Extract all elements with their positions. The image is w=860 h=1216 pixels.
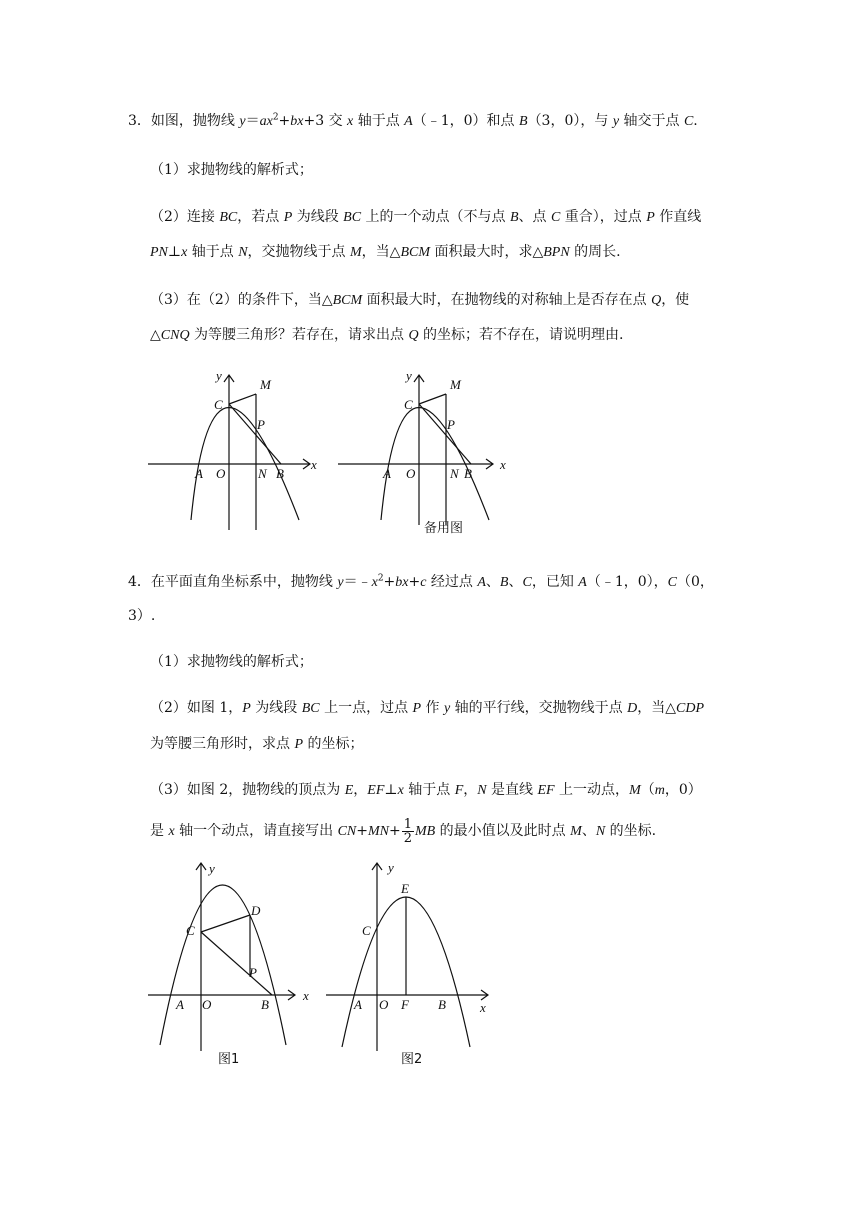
text-fragment: 轴一个动点，请直接写出: [174, 823, 338, 839]
text-fragment: B: [509, 210, 519, 225]
text-fragment: B: [499, 575, 509, 590]
text-fragment: A: [477, 575, 486, 590]
text-fragment: +: [389, 823, 401, 839]
fig-label-P: P: [447, 417, 455, 432]
q4-figure-1: [140, 855, 330, 1075]
text-fragment: 的坐标；: [303, 736, 364, 752]
text-fragment: 2: [377, 573, 384, 584]
text-fragment: 的最小值以及此时点: [435, 823, 571, 839]
text-fragment: BPN: [543, 245, 570, 260]
fig-label-y: y: [216, 368, 222, 383]
text-fragment: ，0）: [664, 782, 702, 798]
text-fragment: 经过点: [426, 574, 478, 590]
text-fragment: 轴于点: [187, 244, 239, 260]
text-fragment: 作: [421, 700, 444, 716]
text-fragment: C: [683, 114, 694, 129]
text-fragment: ，已知: [531, 574, 579, 590]
text-fragment: 重合），过点: [560, 209, 647, 225]
fig-label-C: C: [362, 923, 371, 938]
text-fragment: ＝: [245, 113, 260, 129]
text-fragment: 上一动点，: [554, 782, 630, 798]
text-fragment: （﹣1，0），: [586, 574, 668, 590]
fig-label-A: A: [195, 466, 203, 481]
figure-caption-2: 图2: [401, 1052, 423, 1067]
text-fragment: x: [397, 783, 404, 798]
text-fragment: CN: [337, 824, 357, 839]
fig-label-B: B: [276, 466, 284, 481]
text-fragment: （3）在（2）的条件下，当△: [150, 292, 333, 308]
text-fragment: M: [629, 783, 641, 798]
text-fragment: +: [383, 574, 396, 590]
text-fragment: 为线段: [292, 209, 344, 225]
figure-caption-backup: 备用图: [424, 521, 464, 536]
fig-label-y: y: [209, 861, 215, 876]
text-fragment: F: [454, 783, 464, 798]
fig-label-B: B: [438, 997, 446, 1012]
text-fragment: bx: [395, 575, 409, 590]
text-fragment: MB: [415, 824, 436, 839]
text-fragment: 轴的平行线，交抛物线于点: [450, 700, 628, 716]
text-fragment: c: [420, 575, 427, 590]
fig-label-B: B: [261, 997, 269, 1012]
text-fragment: ，: [353, 782, 368, 798]
text-fragment: BCM: [332, 293, 363, 308]
text-fragment: MN: [368, 824, 389, 839]
text-fragment: BCM: [400, 245, 430, 260]
text-fragment: x: [181, 245, 188, 260]
text-fragment: EF: [537, 783, 555, 798]
text-fragment: y: [444, 701, 451, 716]
text-fragment: 面积最大时，求△: [430, 244, 544, 260]
text-fragment: 2: [272, 112, 279, 123]
text-fragment: +: [408, 574, 421, 590]
fig-label-N: N: [450, 466, 459, 481]
text-fragment: 轴于点: [403, 782, 455, 798]
text-fragment: N: [595, 824, 606, 839]
text-fragment: （0，: [677, 574, 714, 590]
text-fragment: ⊥: [167, 244, 182, 260]
q4-part1: （1）求抛物线的解析式；: [150, 654, 313, 670]
text-fragment: 是直线: [486, 782, 538, 798]
q3-part1: （1）求抛物线的解析式；: [150, 162, 313, 178]
fig-label-A: A: [176, 997, 184, 1012]
fig-label-x: x: [303, 988, 309, 1003]
figure-caption-1: 图1: [218, 1052, 240, 1067]
q3-part3-line1: [150, 290, 689, 311]
text-fragment: x: [347, 114, 354, 129]
text-fragment: ax: [259, 114, 273, 129]
text-fragment: y: [612, 114, 620, 129]
q3-part2-line2: [150, 242, 621, 263]
text-fragment: P: [242, 701, 251, 716]
text-fragment: C: [550, 210, 561, 225]
text-fragment: Q: [408, 328, 419, 343]
text-fragment: CDP: [676, 701, 705, 716]
text-fragment: B: [519, 114, 528, 129]
text-fragment: 上的一个动点（不与点: [361, 209, 510, 225]
text-fragment: P: [412, 701, 422, 716]
fig-label-P: P: [249, 965, 257, 980]
fig-label-C: C: [186, 923, 195, 938]
text-fragment: ⊥: [384, 782, 398, 798]
text-fragment: BC: [343, 210, 362, 225]
text-fragment: bx: [290, 114, 304, 129]
text-fragment: BC: [219, 210, 238, 225]
text-fragment: ，: [463, 782, 478, 798]
text-fragment: 为等腰三角形时，求点: [150, 736, 295, 752]
text-fragment: ，使: [661, 292, 690, 308]
text-fragment: C: [522, 575, 532, 590]
text-fragment: （3，0），与: [527, 113, 613, 129]
text-fragment: ，若点: [237, 209, 284, 225]
text-fragment: （: [640, 782, 655, 798]
q4-part3-line1: [150, 780, 702, 801]
fig-label-O: O: [202, 997, 212, 1012]
q3-part2-line1: [150, 207, 701, 228]
text-fragment: ＝﹣: [343, 574, 372, 590]
text-fragment: 上一点，过点: [319, 700, 413, 716]
text-fragment: ，交抛物线于点: [247, 244, 350, 260]
fig-label-y: y: [406, 368, 412, 383]
q3-part3-line2: [150, 325, 624, 346]
text-fragment: M: [349, 245, 362, 260]
fig-label-D: D: [251, 903, 261, 918]
text-fragment: A: [404, 114, 413, 129]
text-fragment: 是: [150, 823, 169, 839]
text-fragment: 的坐标.: [605, 823, 657, 839]
text-fragment: P: [646, 210, 655, 225]
text-fragment: N: [238, 245, 248, 260]
text-fragment: 1: [403, 816, 413, 832]
text-fragment: （3）如图 2，抛物线的顶点为: [150, 782, 345, 798]
q4-part2-line2: [150, 734, 363, 755]
text-fragment: 、: [508, 574, 523, 590]
q4-part3-line2: [150, 814, 656, 849]
text-fragment: P: [294, 737, 304, 752]
text-fragment: PN: [150, 245, 168, 260]
q3-line-1: [128, 111, 698, 132]
text-fragment: +3 交: [303, 113, 348, 129]
q4-part2-line1: [150, 698, 704, 719]
text-fragment: +: [356, 823, 368, 839]
q4-line-2: 3）.: [128, 608, 156, 624]
fig-label-O: O: [216, 466, 226, 481]
fig-label-M: M: [260, 377, 271, 392]
fig-label-B: B: [464, 466, 472, 481]
text-fragment: 3．: [128, 113, 151, 129]
text-fragment: 的周长.: [569, 244, 621, 260]
fig-label-A: A: [354, 997, 362, 1012]
fig-label-x: x: [500, 457, 506, 472]
fig-label-F: F: [401, 997, 409, 1012]
text-fragment: ，当△: [637, 700, 677, 716]
text-fragment: 、点: [518, 209, 551, 225]
text-fragment: N: [477, 783, 487, 798]
text-fragment: D: [627, 701, 638, 716]
text-fragment: m: [654, 783, 665, 798]
text-fragment: （﹣1，0）和点: [412, 113, 519, 129]
fig-label-y: y: [388, 860, 394, 875]
text-fragment: 作直线: [654, 209, 702, 225]
q4-line-1: [128, 572, 714, 593]
fig-label-O: O: [406, 466, 416, 481]
text-fragment: （2）连接: [150, 209, 220, 225]
text-fragment: CNQ: [160, 328, 190, 343]
fig-label-x: x: [480, 1000, 486, 1015]
fig-label-O: O: [379, 997, 389, 1012]
text-fragment: P: [283, 210, 293, 225]
q3-figure-2: [330, 365, 530, 540]
text-fragment: 为等腰三角形？若存在，请求出点: [189, 327, 409, 343]
text-fragment: Q: [651, 293, 662, 308]
text-fragment: （2）如图 1，: [150, 700, 243, 716]
fraction-one-half: [402, 818, 414, 845]
text-fragment: C: [667, 575, 678, 590]
text-fragment: 、: [581, 823, 596, 839]
text-fragment: 面积最大时，在抛物线的对称轴上是否存在点: [362, 292, 652, 308]
fig-label-M: M: [450, 377, 461, 392]
q4-figure-2: [320, 855, 510, 1075]
text-fragment: M: [570, 824, 582, 839]
fig-label-x: x: [311, 457, 317, 472]
text-fragment: +: [278, 113, 291, 129]
text-fragment: EF: [367, 783, 385, 798]
text-fragment: 轴于点: [353, 113, 405, 129]
fig-label-C: C: [404, 397, 413, 412]
text-fragment: y: [337, 575, 344, 590]
text-fragment: △: [150, 327, 161, 343]
text-fragment: y: [239, 114, 246, 129]
text-fragment: x: [168, 824, 175, 839]
fig-label-C: C: [214, 397, 223, 412]
text-fragment: 、: [485, 574, 500, 590]
text-fragment: x: [371, 575, 378, 590]
text-fragment: 如图，抛物线: [150, 113, 240, 129]
q3-figure-1: [140, 365, 340, 535]
text-fragment: 4．: [128, 574, 151, 590]
fig-label-N: N: [258, 466, 267, 481]
text-fragment: 为线段: [250, 700, 302, 716]
text-fragment: .: [693, 113, 698, 129]
text-fragment: 的坐标；若不存在，请说明理由.: [418, 327, 624, 343]
fig-label-P: P: [257, 417, 265, 432]
text-fragment: 在平面直角坐标系中，抛物线: [150, 574, 338, 590]
fig-label-E: E: [401, 881, 409, 896]
text-fragment: E: [344, 783, 354, 798]
text-fragment: ，当△: [361, 244, 401, 260]
text-fragment: 轴交于点: [619, 113, 684, 129]
fig-label-A: A: [383, 466, 391, 481]
text-fragment: A: [578, 575, 587, 590]
text-fragment: 2: [403, 830, 413, 846]
text-fragment: BC: [301, 701, 320, 716]
